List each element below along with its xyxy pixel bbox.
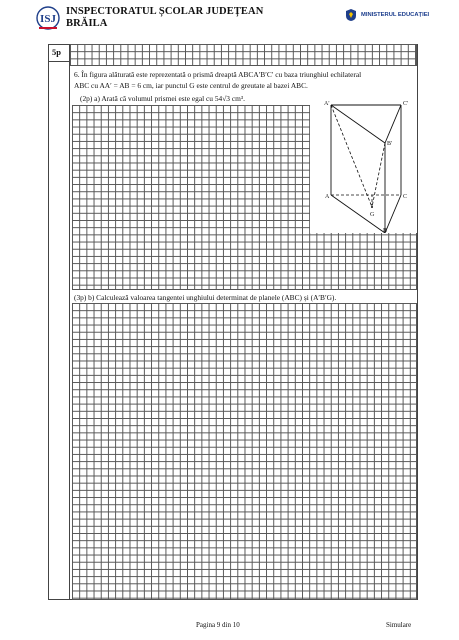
page-header bbox=[0, 0, 459, 40]
label-c-prime: C' bbox=[403, 101, 409, 107]
points-label: 5p bbox=[48, 44, 70, 62]
label-g: G bbox=[370, 212, 375, 218]
label-b: B bbox=[383, 228, 388, 233]
prism-figure bbox=[310, 97, 417, 233]
problem-intro-line1: 6. În figura alăturată este reprezentată o prismă dreaptă ABCA′B′C′ cu baza triunghiul echilateral bbox=[74, 70, 362, 79]
prism-drawing bbox=[310, 97, 417, 233]
top-grid-strip bbox=[70, 44, 417, 66]
page-number: Pagina 9 din 10 bbox=[196, 621, 240, 629]
ministry-name: MINISTERUL EDUCAȚIEI bbox=[361, 12, 430, 18]
ministry-crest-icon bbox=[344, 8, 358, 22]
isj-logo bbox=[36, 5, 60, 31]
label-b-prime: B' bbox=[387, 141, 393, 147]
header-title-line2: BRĂILA bbox=[66, 18, 108, 29]
part-a-question: (2p) a) Arată că volumul prismei este egal cu 54√3 cm³. bbox=[80, 94, 245, 103]
label-a-prime: A' bbox=[324, 101, 330, 107]
part-b-question: (3p) b) Calculează valoarea tangentei unghiului determinat de planele (ABC) și (A′B′G). bbox=[74, 293, 337, 302]
header-title bbox=[66, 6, 263, 30]
footer-label: Simulare bbox=[386, 621, 412, 629]
problem-intro-line2: ABC cu AA′ = AB = 6 cm, iar punctul G este centrul de greutate al bazei ABC. bbox=[74, 81, 308, 90]
header-title-line1: INSPECTORATUL ȘCOLAR JUDEȚEAN bbox=[66, 6, 264, 17]
label-c: C bbox=[403, 194, 408, 200]
logo-text: ISJ bbox=[40, 13, 56, 25]
label-a: A bbox=[325, 194, 330, 200]
points-column-divider bbox=[69, 62, 70, 600]
part-b-answer-grid bbox=[72, 303, 417, 600]
